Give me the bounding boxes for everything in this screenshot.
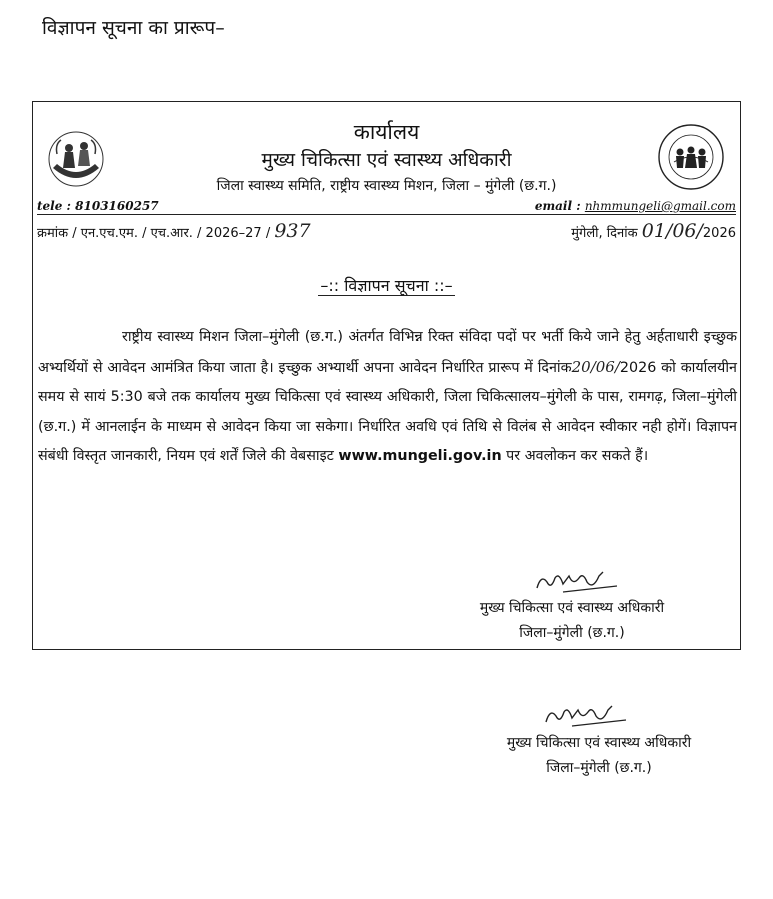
outer-signature-title: मुख्य चिकित्सा एवं स्वास्थ्य अधिकारी xyxy=(506,735,692,751)
email-value[interactable]: nhmmungeli@gmail.com xyxy=(584,199,736,213)
ref-prefix: क्रमांक / एन.एच.एम. / एच.आर. / 2026–27 / xyxy=(37,226,275,241)
tel-value: 8103160257 xyxy=(75,199,159,213)
notice-signature xyxy=(422,598,722,642)
body-part-1: राष्ट्रीय स्वास्थ्य मिशन जिला–मुंगेली (छ.ग.) अंतर्गत विभिन्न रिक्त संविदा पदों पर भर्ती किये जाने हेतु अर्हताधारी इच्छुक अभ्यर्थियों से आवेदन आमंत्रित किया जाता है। इच्छुक अभ्यार्थी अपना आवेदन निर्धारित प्रारूप में दिनांक xyxy=(38,329,737,376)
notice-box xyxy=(32,101,741,650)
email-label: email : xyxy=(534,199,585,213)
body-part-2: 2026 को कार्यालयीन समय से सायं 5:30 बजे तक कार्यालय मुख्य चिकित्सा एवं स्वास्थ्य अधिकारी, जिला चिकित्सालय–मुंगेली के पास, रामगढ़, जिला–मुंगेली (छ.ग.) में आनलाईन के माध्यम से आवेदन किया जा सकेगा। निर्धारित अवधि एवं तिथि से विलंब से आवेदन स्वीकार नही होगें। विज्ञापन संबंधी विस्तृत जानकारी, नियम एवं शर्तें जिले की वेबसाइट xyxy=(38,359,737,465)
date-label: मुंगेली, दिनांक xyxy=(571,226,642,241)
ref-number-handwritten: 937 xyxy=(274,220,311,242)
notice-signature-place: जिला–मुंगेली (छ.ग.) xyxy=(519,625,625,641)
email xyxy=(535,199,736,213)
outer-signature xyxy=(449,733,749,777)
signature-mark-icon xyxy=(533,568,623,594)
notice-body xyxy=(38,323,737,472)
page-heading: विज्ञापन सूचना का प्रारूप– xyxy=(42,17,225,39)
body-part-3: पर अवलोकन कर सकते हैं। xyxy=(501,448,649,465)
reference-row xyxy=(37,218,736,240)
date-year: 2026 xyxy=(702,226,736,241)
reference-number xyxy=(37,220,311,242)
notice-signature-title: मुख्य चिकित्सा एवं स्वास्थ्य अधिकारी xyxy=(479,600,665,616)
outer-signature-place: जिला–मुंगेली (छ.ग.) xyxy=(546,760,652,776)
outer-signature-mark-icon xyxy=(542,702,632,728)
notice-title-text: –:: विज्ञापन सूचना ::– xyxy=(320,276,453,295)
telephone xyxy=(37,199,159,213)
office-address: जिला स्वास्थ्य समिति, राष्ट्रीय स्वास्थ्य मिशन, जिला – मुंगेली (छ.ग.) xyxy=(216,178,557,194)
tel-label: tele : xyxy=(37,199,76,213)
date-handwritten: 01/06/ xyxy=(641,220,703,242)
body-date-handwritten: 20/06/ xyxy=(571,357,620,376)
issue-date xyxy=(571,220,736,242)
office-subtitle: मुख्य चिकित्सा एवं स्वास्थ्य अधिकारी xyxy=(261,149,512,171)
notice-title xyxy=(33,274,740,296)
office-title: कार्यालय xyxy=(353,120,420,144)
website-link[interactable]: www.mungeli.gov.in xyxy=(338,448,502,465)
contact-row xyxy=(37,199,736,215)
